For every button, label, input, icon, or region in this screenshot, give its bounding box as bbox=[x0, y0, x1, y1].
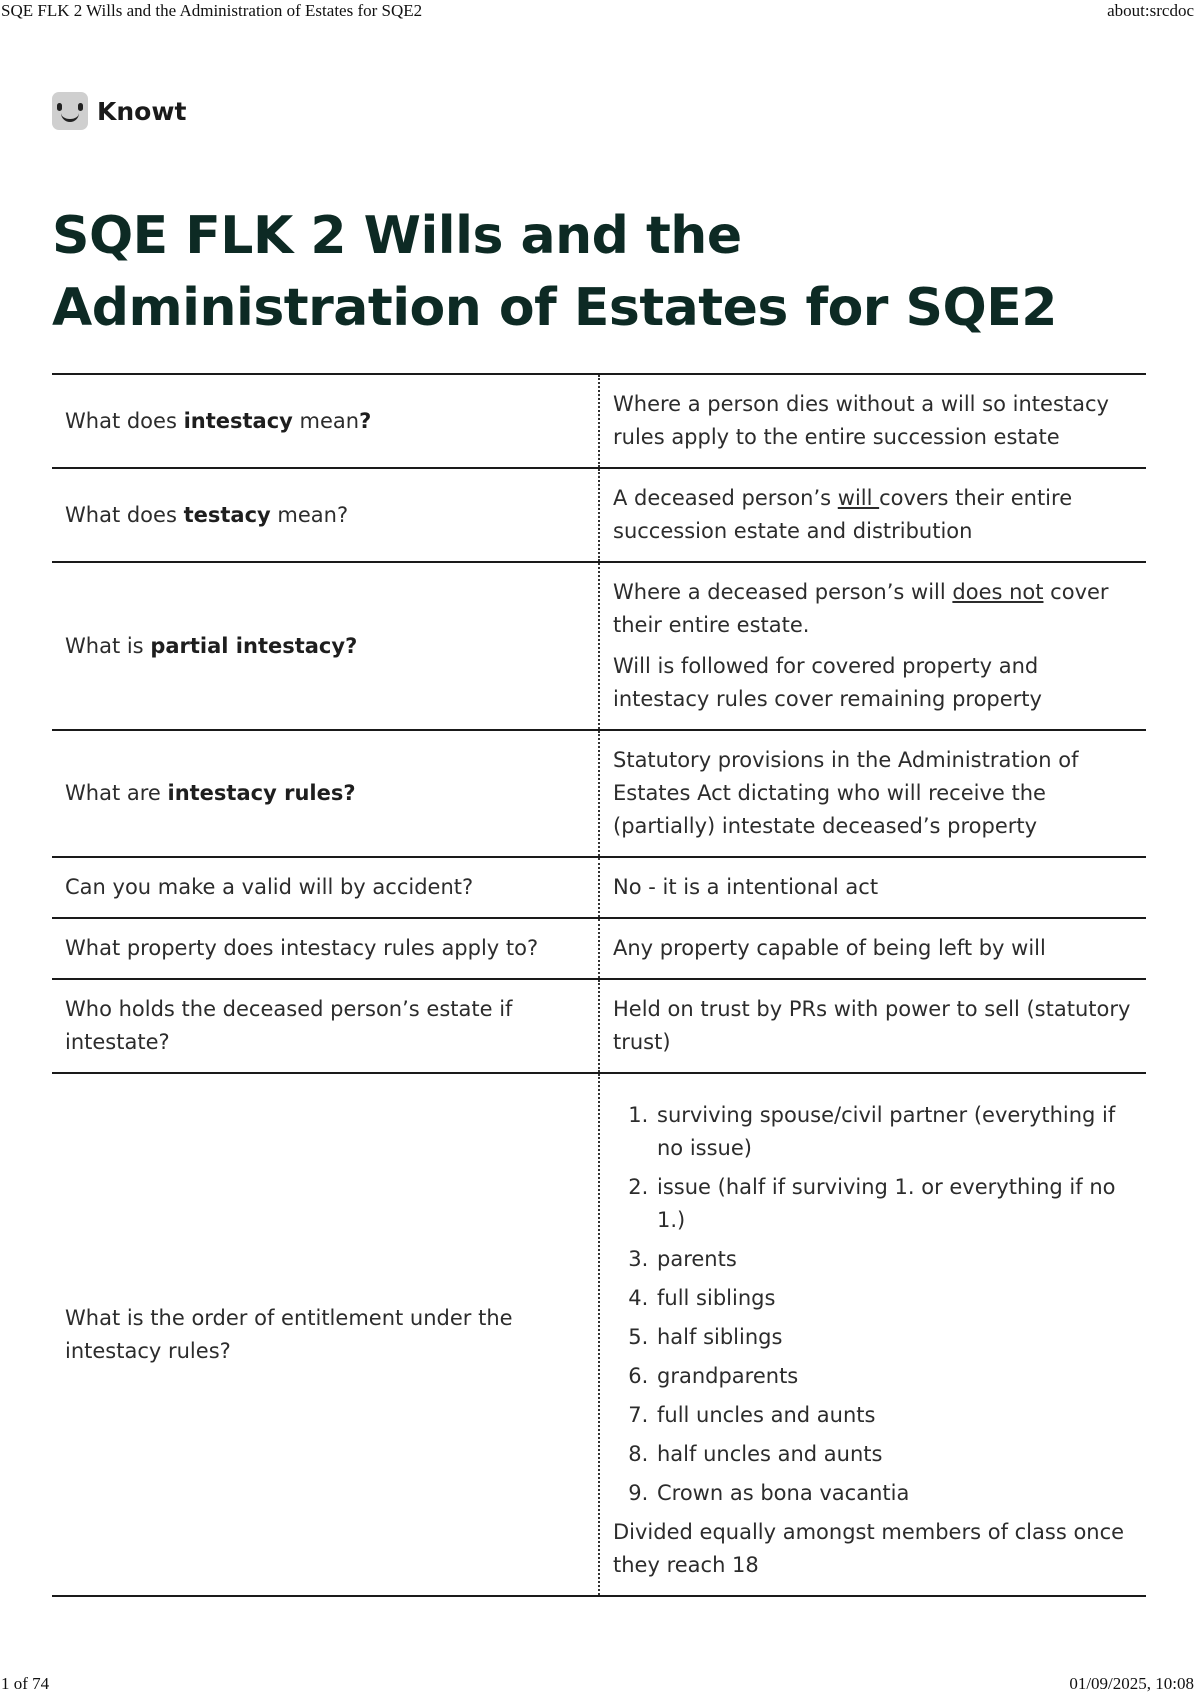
flashcard-row bbox=[52, 1073, 1146, 1596]
flashcard-row bbox=[52, 562, 1146, 730]
list-item: 7. full uncles and aunts bbox=[655, 1399, 1133, 1432]
print-header-title: SQE FLK 2 Wills and the Administration of Estates for SQE2 bbox=[1, 1, 423, 20]
print-timestamp: 01/09/2025, 10:08 bbox=[1069, 1674, 1194, 1693]
flashcard-question: What are intestacy rules? bbox=[52, 730, 599, 857]
flashcard-answer: Held on trust by PRs with power to sell (statutory trust) bbox=[599, 979, 1146, 1073]
print-header-url: about:srcdoc bbox=[1107, 1, 1194, 20]
flashcard-row bbox=[52, 979, 1146, 1073]
flashcard-table bbox=[52, 373, 1146, 1597]
brand[interactable] bbox=[52, 92, 186, 130]
flashcard-question: What is partial intestacy? bbox=[52, 562, 599, 730]
list-item: 4. full siblings bbox=[655, 1282, 1133, 1315]
print-header bbox=[0, 1, 1200, 23]
page-counter: 1 of 74 bbox=[1, 1674, 50, 1693]
flashcard-row bbox=[52, 857, 1146, 918]
entitlement-list bbox=[613, 1099, 1133, 1510]
flashcard-question: Who holds the deceased person’s estate if intestate? bbox=[52, 979, 599, 1073]
list-item: 1. surviving spouse/civil partner (everything if no issue) bbox=[655, 1099, 1133, 1165]
flashcard-row bbox=[52, 468, 1146, 562]
flashcard-answer bbox=[599, 1073, 1146, 1596]
list-item: 5. half siblings bbox=[655, 1321, 1133, 1354]
page-title: SQE FLK 2 Wills and the Administration of Estates for SQE2 bbox=[52, 206, 1057, 338]
list-item: 6. grandparents bbox=[655, 1360, 1133, 1393]
flashcard-question: Can you make a valid will by accident? bbox=[52, 857, 599, 918]
flashcard-answer: A deceased person’s will covers their entire succession estate and distribution bbox=[599, 468, 1146, 562]
print-footer bbox=[0, 1674, 1200, 1696]
flashcard-question: What property does intestacy rules apply to? bbox=[52, 918, 599, 979]
flashcard-answer: Statutory provisions in the Administration of Estates Act dictating who will receive the (partially) intestate deceased’s property bbox=[599, 730, 1146, 857]
flashcard-question: What does testacy mean? bbox=[52, 468, 599, 562]
list-item: 2. issue (half if surviving 1. or everything if no 1.) bbox=[655, 1171, 1133, 1237]
flashcard-question: What is the order of entitlement under the intestacy rules? bbox=[52, 1073, 599, 1596]
flashcard-row bbox=[52, 730, 1146, 857]
brand-name: Knowt bbox=[97, 96, 187, 126]
flashcard-answer: Where a person dies without a will so intestacy rules apply to the entire succession estate bbox=[599, 374, 1146, 468]
flashcard-answer: Any property capable of being left by will bbox=[599, 918, 1146, 979]
flashcard-answer: No - it is a intentional act bbox=[599, 857, 1146, 918]
flashcard-row bbox=[52, 374, 1146, 468]
flashcard-answer: Where a deceased person’s will does not cover their entire estate. Will is followed for covered property and intestacy rules cover remaining property bbox=[599, 562, 1146, 730]
list-item: 9. Crown as bona vacantia bbox=[655, 1477, 1133, 1510]
entitlement-note: Divided equally amongst members of class once they reach 18 bbox=[613, 1520, 1125, 1577]
flashcard-row bbox=[52, 918, 1146, 979]
knowt-logo-icon bbox=[52, 92, 88, 130]
flashcard-question: What does intestacy mean? bbox=[52, 374, 599, 468]
list-item: 8. half uncles and aunts bbox=[655, 1438, 1133, 1471]
list-item: 3. parents bbox=[655, 1243, 1133, 1276]
